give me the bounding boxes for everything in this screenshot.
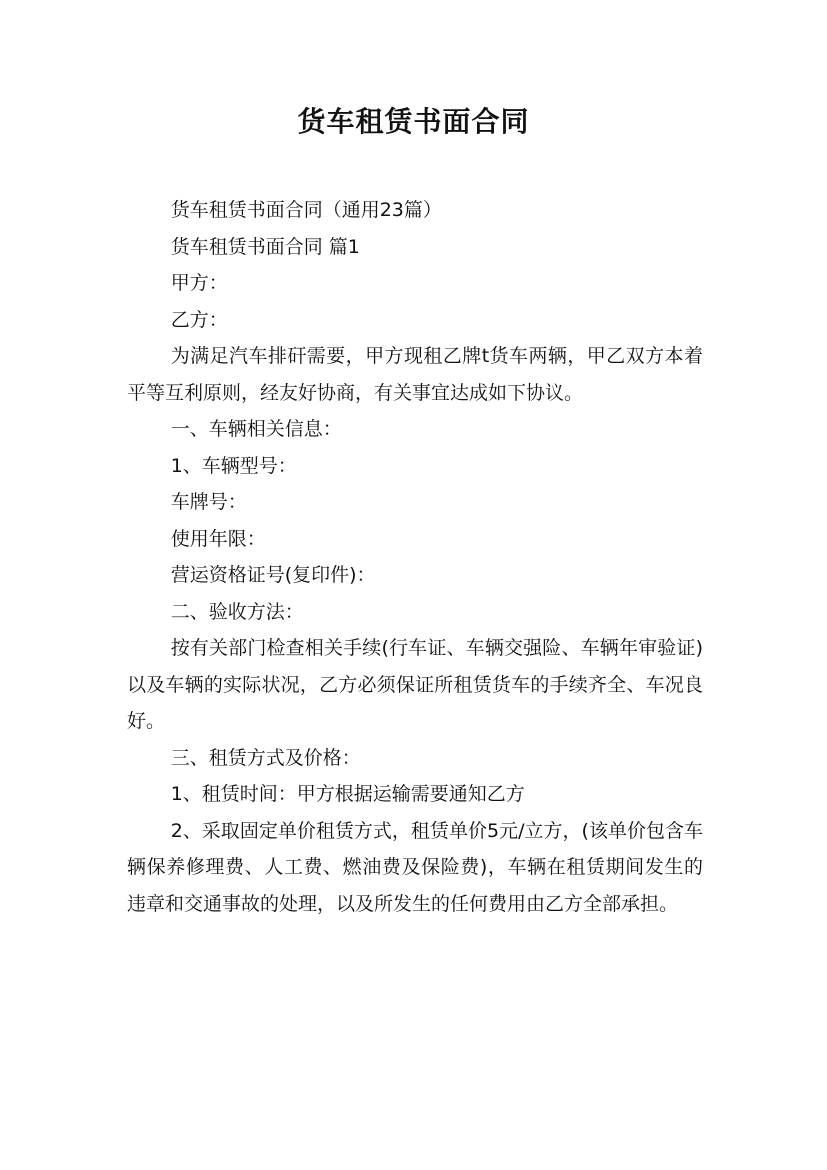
paragraph-service-life: 使用年限： [170,527,266,550]
paragraph-vehicle-info-heading: 一、车辆相关信息： [170,418,342,440]
paragraph-rental-heading: 三、租赁方式及价格： [170,746,361,769]
paragraph-acceptance-heading: 二、验收方法： [170,600,304,623]
paragraph-vehicle-model: 1、车辆型号： [170,454,297,477]
document-title: 货车租赁书面合同 [297,105,530,138]
paragraph-party-a: 甲方： [170,272,228,294]
document-body [127,192,703,922]
paragraph-subtitle: 货车租赁书面合同（通用23篇） [170,199,442,221]
paragraph-plate-number: 车牌号： [170,491,247,513]
paragraph-section-heading: 货车租赁书面合同 篇1 [170,235,360,258]
paragraph-preamble: 为满足汽车排矸需要，甲方现租乙牌t货车两辆，甲乙双方本着平等互利原则，经友好协商，有关事宜达成如下协议。 [127,345,703,404]
paragraph-acceptance-body: 按有关部门检查相关手续(行车证、车辆交强险、车辆年审验证)以及车辆的实际状况，乙方必须保证所租赁货车的手续齐全、车况良好。 [127,637,703,732]
paragraph-party-b: 乙方： [170,308,228,331]
paragraph-rental-price: 2、采取固定单价租赁方式，租赁单价5元/立方，(该单价包含车辆保养修理费、人工费、燃油费及保险费)，车辆在租赁期间发生的违章和交通事故的处理，以及所发生的任何费用由乙方全部承担。 [127,819,703,915]
paragraph-rental-time: 1、租赁时间：甲方根据运输需要通知乙方 [170,783,525,805]
paragraph-license-number: 营运资格证号(复印件)： [170,564,376,586]
